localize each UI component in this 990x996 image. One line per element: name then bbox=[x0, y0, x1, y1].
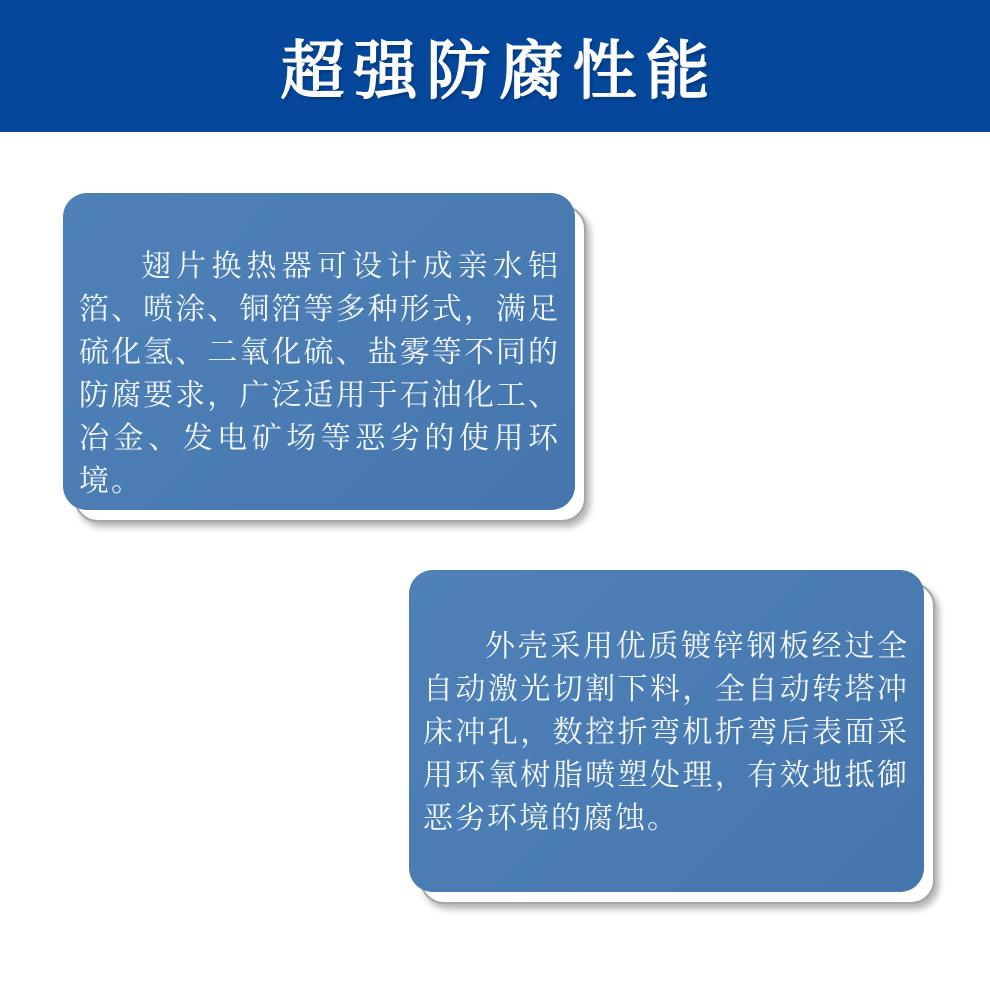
card-body bbox=[63, 193, 575, 510]
feature-card-fin-anticorrosion bbox=[63, 193, 575, 510]
header-banner bbox=[0, 0, 990, 132]
card-text: 翅片换热器可设计成亲水铝箔、喷涂、铜箔等多种形式，满足硫化氢、二氧化硫、盐雾等不同的防腐要求，广泛适用于石油化工、冶金、发电矿场等恶劣的使用环境。 bbox=[79, 250, 560, 498]
page-title: 超强防腐性能 bbox=[280, 35, 719, 107]
card-body bbox=[409, 570, 924, 892]
feature-card-shell-coating bbox=[409, 570, 924, 892]
card-text: 外壳采用优质镀锌钢板经过全自动激光切割下料，全自动转塔冲床冲孔，数控折弯机折弯后表面采用环氧树脂喷塑处理，有效地抵御恶劣环境的腐蚀。 bbox=[423, 630, 909, 835]
